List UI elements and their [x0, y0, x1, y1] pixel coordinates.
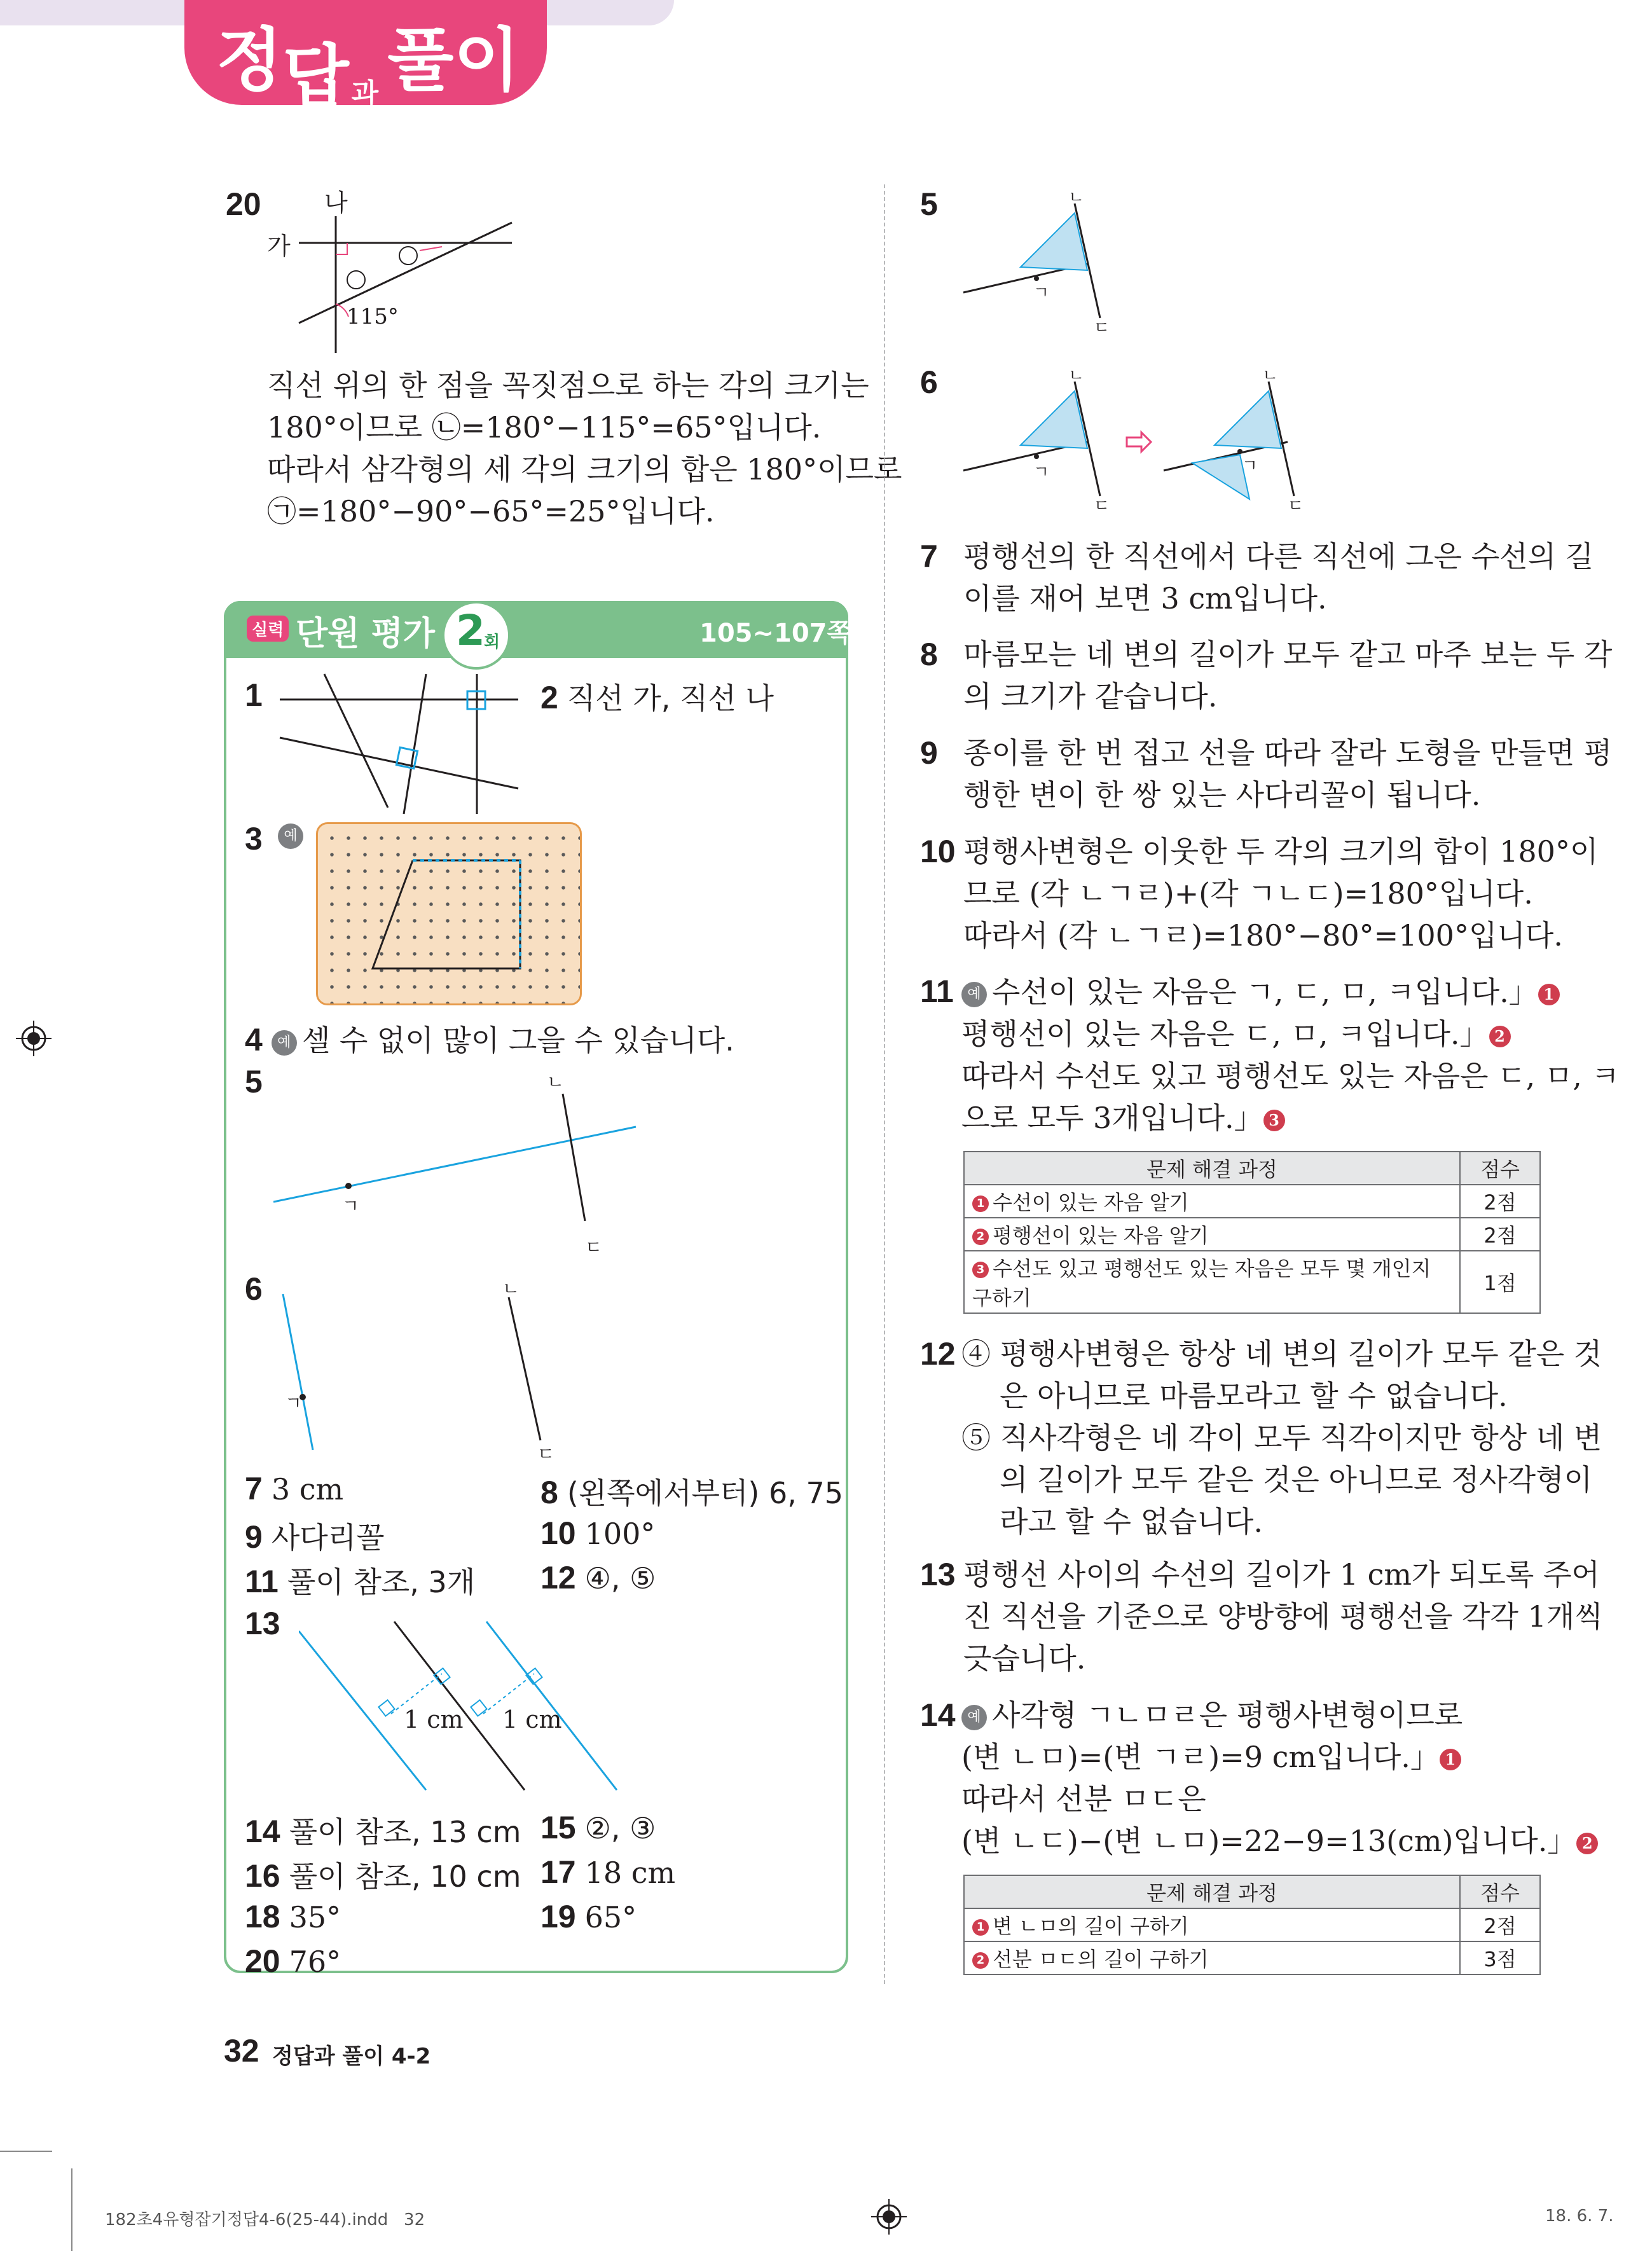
table-header-row: [964, 1875, 1540, 1908]
q7-text: [963, 535, 1594, 619]
q14-line: [961, 1820, 1593, 1862]
q12-line: ④ 평행사변형은 항상 네 변의 길이가 모두 같은 것: [961, 1337, 1602, 1371]
table-cell: 1점: [1460, 1251, 1540, 1313]
crop-mark-left: [0, 2151, 52, 2152]
ans13-cm1: 1 cm: [404, 1705, 464, 1733]
row-text: 평행선이 있는 자음 알기: [993, 1223, 1209, 1248]
q5-label-d: ㄷ: [1094, 319, 1110, 338]
registration-mark-icon: [871, 2199, 907, 2235]
ans15-text: ②, ③: [584, 1811, 656, 1845]
q6-label-d2: ㄷ: [1288, 497, 1304, 516]
unit-eval-badge: 실력: [247, 616, 289, 642]
ans14: [245, 1809, 521, 1851]
ans5-label-n: ㄴ: [547, 1071, 565, 1092]
footer-date: 18. 6. 7.: [1545, 2207, 1614, 2226]
ans11-number: 11: [245, 1564, 279, 1599]
ans3-trapezoid: [316, 822, 578, 1002]
q10-line: 평행사변형은 이웃한 두 각의 크기의 합이 180°이: [963, 834, 1599, 869]
table-header: 문제 해결 과정: [964, 1152, 1460, 1185]
row-text: 선분 ㅁㄷ의 길이 구하기: [993, 1947, 1209, 1971]
q14-line: 따라서 선분 ㅁㄷ은: [961, 1782, 1206, 1816]
unit-eval-pages: 105~107쪽: [699, 619, 852, 648]
crop-mark-vertical: [71, 2168, 72, 2251]
ans20: [245, 1943, 341, 1980]
table-cell: [964, 1218, 1460, 1251]
ans13-number: 13: [245, 1606, 280, 1641]
q13-number: 13: [920, 1557, 956, 1592]
ans2-number: 2: [540, 680, 558, 715]
q5-label-n: ㄴ: [1068, 188, 1085, 207]
q8-line: 의 크기가 같습니다.: [963, 679, 1218, 713]
q6-label-g2: ㄱ: [1242, 457, 1258, 476]
q13-line: 평행선 사이의 수선의 길이가 1 cm가 되도록 주어: [963, 1557, 1600, 1592]
ans20-text: 76°: [289, 1945, 341, 1979]
ans9-text: 사다리꼴: [271, 1520, 385, 1555]
ans6-label-d: ㄷ: [537, 1443, 555, 1464]
header-title: [216, 5, 520, 117]
q13-line: 진 직선을 기준으로 양방향에 평행선을 각각 1개씩: [963, 1599, 1603, 1634]
q14-line: [961, 1694, 1546, 1736]
q12-text: [961, 1333, 1602, 1543]
ans7-number: 7: [245, 1471, 263, 1506]
header-title-b: 답: [282, 38, 349, 117]
q9-text: [963, 732, 1613, 816]
q8-number: 8: [920, 637, 938, 672]
ans1-number: 1: [245, 677, 263, 713]
ans12-number: 12: [540, 1560, 576, 1595]
ans7: [245, 1470, 343, 1507]
row-text: 수선이 있는 자음 알기: [993, 1190, 1189, 1215]
q11-mark: 2: [1489, 1026, 1511, 1047]
table-header: 점수: [1460, 1875, 1540, 1908]
q14-score-table: [963, 1875, 1541, 1975]
q14-line-text: (변 ㄴㄷ)−(변 ㄴㅁ)=22−9=13(cm)입니다.」: [961, 1824, 1577, 1858]
footer-page-number: 32: [224, 2033, 259, 2069]
table-cell: 2점: [1460, 1218, 1540, 1251]
ans9-number: 9: [245, 1519, 263, 1555]
q20-explanation: [267, 364, 902, 532]
ans9: [245, 1515, 385, 1557]
ans4-ye-badge: 예: [272, 1030, 297, 1056]
q6-label-n1: ㄴ: [1068, 366, 1085, 385]
ans12: [540, 1559, 656, 1596]
table-header: 문제 해결 과정: [964, 1875, 1460, 1908]
row-mark: 2: [972, 1229, 989, 1245]
table-row: [964, 1251, 1540, 1313]
q6-diagram: [960, 362, 1316, 521]
ans7-text: 3 cm: [271, 1472, 344, 1506]
ans14-text: 풀이 참조, 13 cm: [289, 1815, 521, 1849]
q20-number: 20: [226, 186, 261, 222]
q7-line: 이를 재어 보면 3 cm입니다.: [963, 581, 1327, 616]
table-header: 점수: [1460, 1152, 1540, 1185]
q14-mark: 2: [1576, 1833, 1598, 1854]
unit-eval-title: 단원 평가: [296, 615, 436, 653]
q13-text: [963, 1554, 1603, 1679]
table-row: [964, 1908, 1540, 1941]
q20-line: 180°이므로 ㉡=180°−115°=65°입니다.: [267, 410, 822, 444]
q9-line: 종이를 한 번 접고 선을 따라 잘라 도형을 만들면 평: [963, 736, 1613, 770]
q6-label-d1: ㄷ: [1094, 497, 1110, 516]
ans19-number: 19: [540, 1899, 576, 1934]
ans5-label-g: ㄱ: [342, 1195, 360, 1216]
ans13-diagram: [299, 1618, 630, 1803]
header-title-c: 과: [351, 78, 379, 110]
ans3-number: 3: [245, 821, 263, 857]
table-cell: [964, 1251, 1460, 1313]
ans18-number: 18: [245, 1899, 280, 1934]
q20-line: 따라서 삼각형의 세 각의 크기의 합은 180°이므로: [267, 452, 902, 486]
ans18: [245, 1898, 341, 1935]
q20-line: ㉠=180°−90°−65°=25°입니다.: [267, 494, 715, 528]
q6-number: 6: [920, 364, 938, 400]
ans1-diagram: [273, 668, 540, 820]
ans15-number: 15: [540, 1810, 576, 1845]
footer-file-info: 182초4유형잡기정답4-6(25-44).indd 32: [105, 2210, 425, 2229]
ans19: [540, 1898, 637, 1935]
ans6-diagram: [273, 1285, 566, 1463]
q12-line: 은 아니므로 마름모라고 할 수 없습니다.: [1000, 1379, 1508, 1413]
q14-text: [961, 1694, 1593, 1862]
q11-score-table: [963, 1151, 1541, 1314]
q14-mark: 1: [1440, 1749, 1461, 1770]
header-title-e: 이: [453, 21, 520, 100]
round-number: 2: [456, 606, 485, 655]
ans16-text: 풀이 참조, 10 cm: [289, 1859, 521, 1894]
table-header-row: [964, 1152, 1540, 1185]
ans14-number: 14: [245, 1814, 280, 1849]
q10-text: [963, 830, 1599, 956]
ans11: [245, 1559, 475, 1601]
q11-line: [961, 971, 1555, 1013]
ans17-text: 18 cm: [584, 1856, 676, 1890]
ans16-number: 16: [245, 1858, 280, 1894]
q14-number: 14: [920, 1697, 956, 1733]
q14-line: [961, 1736, 1546, 1778]
row-mark: 1: [972, 1919, 989, 1936]
q9-line: 행한 변이 한 쌍 있는 사다리꼴이 됩니다.: [963, 778, 1481, 812]
q11-mark: 3: [1263, 1110, 1285, 1131]
ans11-text: 풀이 참조, 3개: [287, 1565, 476, 1599]
q9-number: 9: [920, 735, 938, 771]
row-text: 변 ㄴㅁ의 길이 구하기: [993, 1914, 1189, 1938]
ans5-number: 5: [245, 1064, 263, 1099]
q11-line: 따라서 수선도 있고 평행선도 있는 자음은 ㄷ, ㅁ, ㅋ: [961, 1059, 1620, 1093]
q12-line: 라고 할 수 없습니다.: [1000, 1505, 1263, 1539]
row-mark: 2: [972, 1952, 989, 1969]
q11-ye-badge: 예: [961, 982, 987, 1007]
header-title-a: 정: [216, 21, 283, 100]
table-cell: [964, 1908, 1460, 1941]
q10-number: 10: [920, 834, 956, 869]
q14-line-text: 사각형 ㄱㄴㅁㄹ은 평행사변형이므로: [992, 1698, 1463, 1732]
q8-line: 마름모는 네 변의 길이가 모두 같고 마주 보는 두 각: [963, 637, 1613, 672]
q6-label-n2: ㄴ: [1262, 366, 1279, 385]
ans8-text: (왼쪽에서부터) 6, 75: [567, 1476, 843, 1510]
q5-number: 5: [920, 186, 938, 222]
q10-line: 따라서 (각 ㄴㄱㄹ)=180°−80°=100°입니다.: [963, 918, 1563, 953]
row-mark: 3: [972, 1262, 989, 1278]
table-cell: [964, 1941, 1460, 1974]
ans17: [540, 1854, 675, 1891]
table-cell: 3점: [1460, 1941, 1540, 1974]
ans8: [540, 1470, 843, 1512]
q11-line: [961, 1097, 1546, 1139]
q10-line: 므로 (각 ㄴㄱㄹ)+(각 ㄱㄴㄷ)=180°입니다.: [963, 876, 1533, 911]
table-row: [964, 1941, 1540, 1974]
table-row: [964, 1185, 1540, 1218]
ans16: [245, 1854, 521, 1896]
q11-mark: 1: [1538, 984, 1560, 1005]
ans4: [245, 1017, 734, 1059]
ans10-number: 10: [540, 1515, 576, 1551]
ans4-number: 4: [245, 1022, 263, 1058]
ans12-text: ④, ⑤: [584, 1561, 656, 1595]
column-divider: [884, 184, 885, 1984]
q12-line: ⑤ 직사각형은 네 각이 모두 직각이지만 항상 네 변: [961, 1421, 1602, 1455]
q13-line: 긋습니다.: [963, 1641, 1086, 1676]
q8-text: [963, 633, 1613, 717]
q6-label-g1: ㄱ: [1033, 463, 1050, 482]
table-row: [964, 1218, 1540, 1251]
ans19-text: 65°: [584, 1900, 637, 1934]
q7-number: 7: [920, 539, 938, 574]
ans5-label-d: ㄷ: [585, 1237, 603, 1258]
ans10: [540, 1515, 655, 1552]
ans3-ye-badge: 예: [278, 823, 303, 849]
unit-eval-round: [442, 601, 511, 670]
ans6-label-n: ㄴ: [502, 1278, 520, 1299]
registration-mark-left-icon: [16, 1021, 52, 1056]
q5-diagram: [960, 184, 1132, 331]
row-text: 수선도 있고 평행선도 있는 자음은 모두 몇 개인지 구하기: [972, 1257, 1431, 1310]
ans5-diagram: [273, 1068, 655, 1253]
table-cell: 2점: [1460, 1908, 1540, 1941]
table-cell: 2점: [1460, 1185, 1540, 1218]
round-suffix: 회: [484, 633, 500, 652]
q12-number: 12: [920, 1336, 956, 1372]
q7-line: 평행선의 한 직선에서 다른 직선에 그은 수선의 길: [963, 539, 1594, 574]
q11-line-text: 수선이 있는 자음은 ㄱ, ㄷ, ㅁ, ㅋ입니다.」: [992, 975, 1538, 1009]
q20-angle-label: 115°: [347, 304, 399, 329]
ans4-text: 셀 수 없이 많이 그을 수 있습니다.: [301, 1023, 734, 1058]
q11-number: 11: [920, 974, 954, 1009]
ans17-number: 17: [540, 1854, 576, 1890]
q12-line: 의 길이가 모두 같은 것은 아니므로 정사각형이: [1000, 1463, 1593, 1497]
q11-line-text: 으로 모두 3개입니다.」: [961, 1101, 1263, 1135]
table-cell: [964, 1185, 1460, 1218]
ans6-number: 6: [245, 1271, 263, 1307]
q20-label-na: 나: [324, 189, 348, 217]
ans20-number: 20: [245, 1943, 280, 1979]
ans15: [540, 1809, 656, 1846]
header-title-d: 풀: [387, 21, 454, 100]
q11-line-text: 평행선이 있는 자음은 ㄷ, ㅁ, ㅋ입니다.」: [961, 1017, 1489, 1051]
q11-text: [961, 971, 1620, 1139]
q20-diagram: [261, 184, 528, 356]
row-mark: 1: [972, 1195, 989, 1212]
q14-ye-badge: 예: [961, 1705, 987, 1730]
q11-line: [961, 1013, 1546, 1055]
ans6-label-g: ㄱ: [285, 1393, 303, 1414]
ans2-text: 직선 가, 직선 나: [567, 681, 774, 715]
ans13-cm2: 1 cm: [502, 1705, 562, 1733]
ans2: [540, 675, 774, 717]
q20-line: 직선 위의 한 점을 꼭짓점으로 하는 각의 크기는: [267, 368, 869, 403]
ans10-text: 100°: [584, 1517, 656, 1551]
q20-label-ga: 가: [267, 232, 291, 260]
q14-line-text: (변 ㄴㅁ)=(변 ㄱㄹ)=9 cm입니다.」: [961, 1740, 1440, 1774]
ans8-number: 8: [540, 1475, 558, 1510]
q5-label-g: ㄱ: [1033, 284, 1050, 303]
ans18-text: 35°: [289, 1900, 341, 1934]
footer-title: 정답과 풀이 4-2: [272, 2044, 431, 2069]
